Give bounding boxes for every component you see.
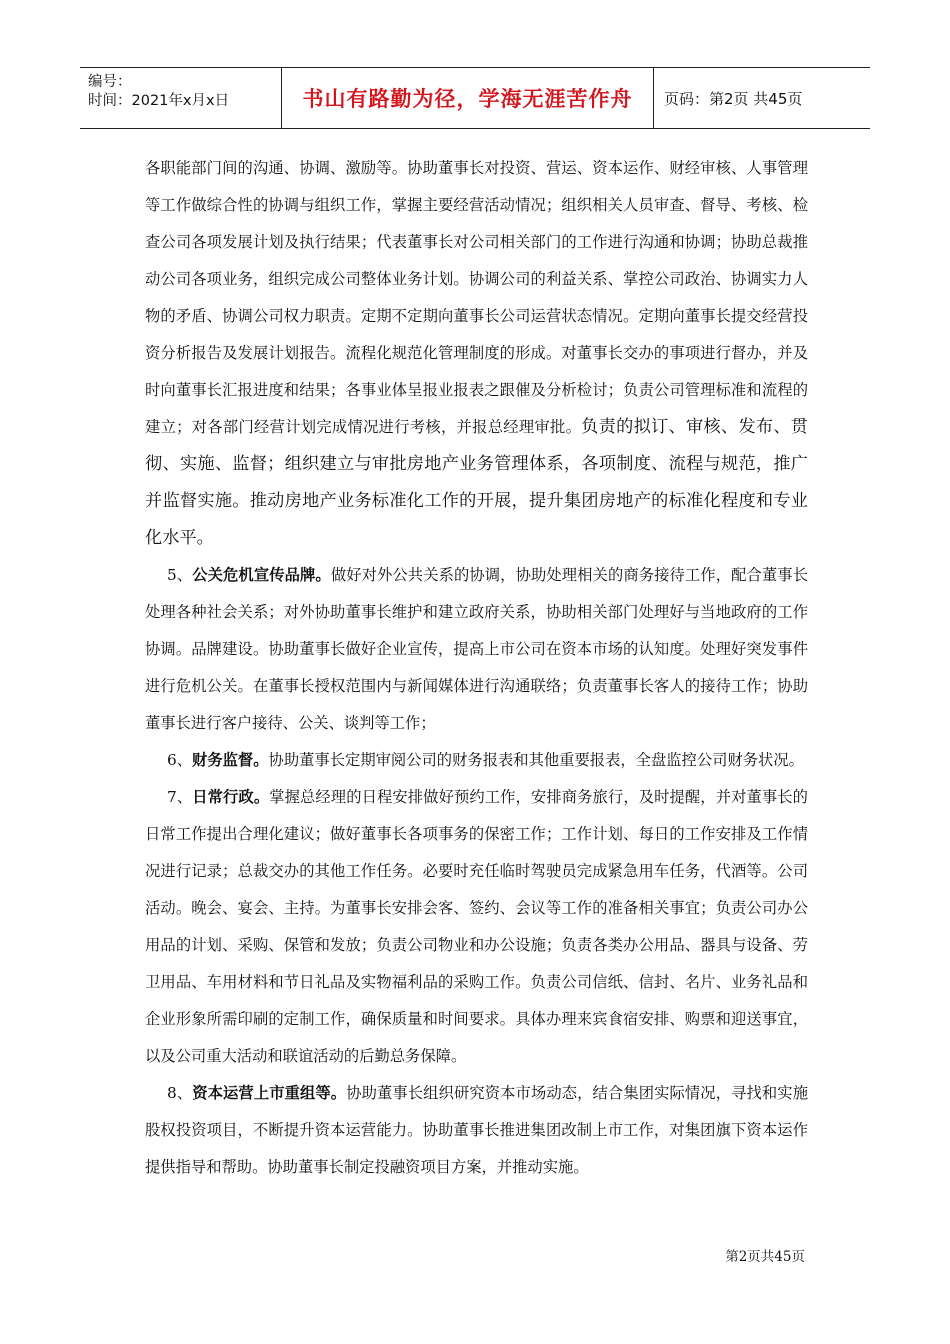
paragraph-8 [145, 1075, 808, 1186]
paragraph-continued-text: 各职能部门间的沟通、协调、激励等。协助董事长对投资、营运、资本运作、财经审核、人事管理等工作做综合性的协调与组织工作，掌握主要经营活动情况；组织相关人员审查、督导、考核、检查公司各项发展计划及执行结果；代表董事长对公司相关部门的工作进行沟通和协调；协助总裁推动公司各项业务，组织完成公司整体业务计划。协调公司的利益关系、掌控公司政治、协调实力人物的矛盾、协调公司权力职责。定期不定期向董事长公司运营状态情况。定期向董事长提交经营投资分析报告及发展计划报告。流程化规范化管理制度的形成。对董事长交办的事项进行督办，并及时向董事长汇报进度和结果；各事业体呈报业报表之跟催及分析检讨；负责公司管理标准和流程的建立；对各部门经营计划完成情况进行考核，并报总经理审批。 [145, 159, 808, 436]
paragraph-6-title: 财务监督。 [192, 751, 269, 769]
document-body [145, 150, 808, 1186]
paragraph-continued [145, 150, 808, 557]
document-time-label: 时间：2021年x月x日 [88, 93, 230, 109]
paragraph-5 [145, 557, 808, 742]
header-page-label: 页码：第2页 共45页 [664, 89, 803, 108]
paragraph-8-number: 8、 [167, 1084, 193, 1102]
paragraph-6 [145, 742, 808, 779]
header-meta [80, 68, 282, 128]
paragraph-7-number: 7、 [167, 788, 193, 806]
paragraph-5-text: 做好对外公共关系的协调，协助处理相关的商务接待工作，配合董事长处理各种社会关系；对外协助董事长维护和建立政府关系，协助相关部门处理好与当地政府的工作协调。品牌建设。协助董事长做好企业宣传，提高上市公司在资本市场的认知度。处理好突发事件进行危机公关。在董事长授权范围内与新闻媒体进行沟通联络；负责董事长客人的接待工作；协助董事长进行客户接待、公关、谈判等工作； [145, 566, 808, 732]
paragraph-8-text: 协助董事长组织研究资本市场动态，结合集团实际情况，寻找和实施股权投资项目，不断提升资本运营能力。协助董事长推进集团改制上市工作，对集团旗下资本运作提供指导和帮助。协助董事长制定投融资项目方案，并推动实施。 [145, 1084, 808, 1176]
paragraph-6-number: 6、 [167, 751, 193, 769]
paragraph-7 [145, 779, 808, 1075]
paragraph-7-text: 掌握总经理的日程安排做好预约工作，安排商务旅行，及时提醒，并对董事长的日常工作提出合理化建议；做好董事长各项事务的保密工作；工作计划、每日的工作安排及工作情况进行记录；总裁交办的其他工作任务。必要时充任临时驾驶员完成紧急用车任务，代酒等。公司活动。晚会、宴会、主持。为董事长安排会客、签约、会议等工作的准备相关事宜；负责公司办公用品的计划、采购、保管和发放；负责公司物业和办公设施；负责各类办公用品、器具与设备、劳卫用品、车用材料和节日礼品及实物福利品的采购工作。负责公司信纸、信封、名片、业务礼品和企业形象所需印刷的定制工作，确保质量和时间要求。具体办理来宾食宿安排、购票和迎送事宜，以及公司重大活动和联谊活动的后勤总务保障。 [145, 788, 808, 1065]
page-header [80, 67, 870, 129]
paragraph-continued-large-text: 负责的拟订、审核、发布、贯彻、实施、监督；组织建立与审批房地产业务管理体系，各项制度、流程与规范，推广并监督实施。推动房地产业务标准化工作的开展，提升集团房地产的标准化程度和专业化水平。 [145, 417, 808, 548]
paragraph-5-number: 5、 [167, 566, 193, 584]
paragraph-6-text: 协助董事长定期审阅公司的财务报表和其他重要报表，全盘监控公司财务状况。 [268, 751, 804, 769]
paragraph-7-title: 日常行政。 [192, 788, 270, 806]
header-motto: 书山有路勤为径，学海无涯苦作舟 [282, 68, 654, 128]
paragraph-5-title: 公关危机宣传品牌。 [192, 566, 331, 584]
page-footer: 第2页共45页 [725, 1249, 805, 1265]
paragraph-8-title: 资本运营上市重组等。 [192, 1084, 347, 1102]
document-number-label: 编号： [88, 74, 132, 90]
